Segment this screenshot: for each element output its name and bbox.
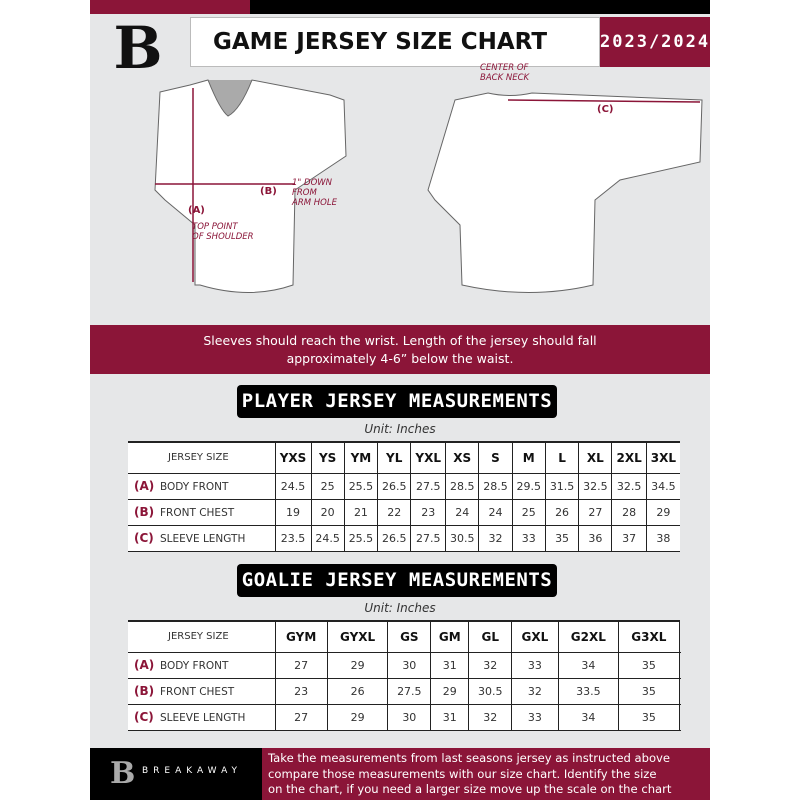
size-header: GXL [512,621,559,652]
measurement-cell: 24 [446,499,479,525]
measurement-cell: 33.5 [558,678,619,704]
measurement-cell: 27 [275,704,327,730]
size-header: S [479,442,512,473]
size-label: JERSEY SIZE [168,452,229,464]
goalie-size-table [128,620,680,731]
label-c: (C) [597,104,614,115]
size-header: GYXL [327,621,388,652]
measurement-cell: 28 [612,499,646,525]
measurement-cell: 28.5 [479,473,512,499]
measurement-cell: 33 [512,652,559,678]
measurement-cell: 29 [431,678,469,704]
season-badge: 2023/2024 [600,17,710,67]
size-header: GL [469,621,512,652]
size-header [679,621,680,652]
measurement-cell: 32 [479,525,512,551]
size-header: 3XL [646,442,680,473]
measurement-cell: 27 [579,499,612,525]
measurement-cell: 33 [512,525,545,551]
size-header: XL [579,442,612,473]
table-row [128,473,680,499]
measurement-cell: 35 [619,652,680,678]
footer-brand [90,748,262,800]
measurement-cell: 28.5 [446,473,479,499]
fit-guidance-banner: Sleeves should reach the wrist. Length of the jersey should fall approximately 4-6” below the waist. [90,325,710,374]
player-size-table [128,441,680,552]
measurement-cell: 24.5 [311,525,344,551]
measurement-cell: 26.5 [378,525,411,551]
measurement-cell: 37 [612,525,646,551]
measurement-cell: 31 [431,704,469,730]
top-bar-accent [90,0,250,14]
measurement-cell [679,652,680,678]
brand-logo: B [113,14,163,82]
size-header: YXS [275,442,311,473]
table-row [128,678,680,704]
table-row [128,499,680,525]
measurement-cell: 32.5 [612,473,646,499]
measurement-cell: 30 [388,652,431,678]
measurement-cell: 35 [545,525,578,551]
label-b: (B) [260,186,277,197]
measurement-cell: 33 [512,704,559,730]
goalie-unit: Unit: Inches [364,601,436,615]
table-row [128,652,680,678]
measurement-label: (B) FRONT CHEST [134,684,235,698]
measurement-cell [679,678,680,704]
size-header: YXL [411,442,446,473]
measurement-cell: 26 [327,678,388,704]
measurement-cell: 27.5 [411,473,446,499]
table-header-row [128,621,680,652]
page-title: GAME JERSEY SIZE CHART [213,29,548,55]
size-header: L [545,442,578,473]
size-label: JERSEY SIZE [168,631,229,643]
measurement-label: (A) BODY FRONT [134,658,229,672]
measurement-cell: 27 [275,652,327,678]
jersey-diagram [90,60,710,320]
measurement-cell: 22 [378,499,411,525]
measurement-label: (C) SLEEVE LENGTH [134,710,246,724]
footer-instructions: Take the measurements from last seasons jersey as instructed above compare those measurements with our size chart. Identify the size on the chart, if you need a larger size move up the scale on the chart [262,748,710,800]
size-header: XS [446,442,479,473]
size-header: G3XL [619,621,680,652]
measurement-cell: 27.5 [388,678,431,704]
measurement-cell: 34 [558,652,619,678]
measurement-label: (B) FRONT CHEST [134,505,235,519]
footer-logo: B [110,756,136,791]
measurement-cell: 30.5 [469,678,512,704]
measurement-cell: 21 [344,499,377,525]
size-header: GYM [275,621,327,652]
measurement-cell: 32 [512,678,559,704]
measurement-cell: 34 [558,704,619,730]
measurement-cell: 38 [646,525,680,551]
measurement-cell: 31 [431,652,469,678]
measurement-cell: 35 [619,704,680,730]
measurement-cell: 30 [388,704,431,730]
size-header: G2XL [558,621,619,652]
size-header: 2XL [612,442,646,473]
measurement-cell: 25.5 [344,525,377,551]
size-header: GS [388,621,431,652]
measurement-cell: 23.5 [275,525,311,551]
measurement-cell [679,704,680,730]
measurement-cell: 19 [275,499,311,525]
measurement-cell: 32.5 [579,473,612,499]
measurement-cell: 25.5 [344,473,377,499]
measurement-cell: 23 [275,678,327,704]
note-c: CENTER OF BACK NECK [480,63,530,83]
table-row [128,704,680,730]
size-header: YS [311,442,344,473]
measurement-cell: 25 [512,499,545,525]
back-jersey [428,93,702,293]
goalie-section-title: GOALIE JERSEY MEASUREMENTS [237,564,557,597]
label-a: (A) [188,205,205,216]
measurement-cell: 20 [311,499,344,525]
measurement-cell: 30.5 [446,525,479,551]
measurement-cell: 24 [479,499,512,525]
table-row [128,525,680,551]
player-section-title: PLAYER JERSEY MEASUREMENTS [237,385,557,418]
measurement-cell: 29 [327,704,388,730]
size-header: M [512,442,545,473]
measurement-cell: 24.5 [275,473,311,499]
measurement-cell: 26.5 [378,473,411,499]
measurement-cell: 25 [311,473,344,499]
note-b: 1" DOWN FROM ARM HOLE [292,178,337,208]
measurement-label: (C) SLEEVE LENGTH [134,531,246,545]
size-header: GM [431,621,469,652]
size-header: YL [378,442,411,473]
measurement-cell: 29.5 [512,473,545,499]
measurement-cell: 26 [545,499,578,525]
measurement-cell: 36 [579,525,612,551]
measurement-cell: 27.5 [411,525,446,551]
brand-name: BREAKAWAY [142,766,243,776]
size-chart-sheet [90,0,710,800]
measurement-cell: 31.5 [545,473,578,499]
measurement-label: (A) BODY FRONT [134,479,229,493]
player-unit: Unit: Inches [364,422,436,436]
measurement-cell: 34.5 [646,473,680,499]
size-header: YM [344,442,377,473]
measurement-cell: 32 [469,652,512,678]
measurement-cell: 29 [646,499,680,525]
measurement-cell: 32 [469,704,512,730]
measurement-cell: 23 [411,499,446,525]
measurement-cell: 29 [327,652,388,678]
note-a: TOP POINT OF SHOULDER [192,222,254,242]
measurement-cell: 35 [619,678,680,704]
table-header-row [128,442,680,473]
top-bar [250,0,710,14]
